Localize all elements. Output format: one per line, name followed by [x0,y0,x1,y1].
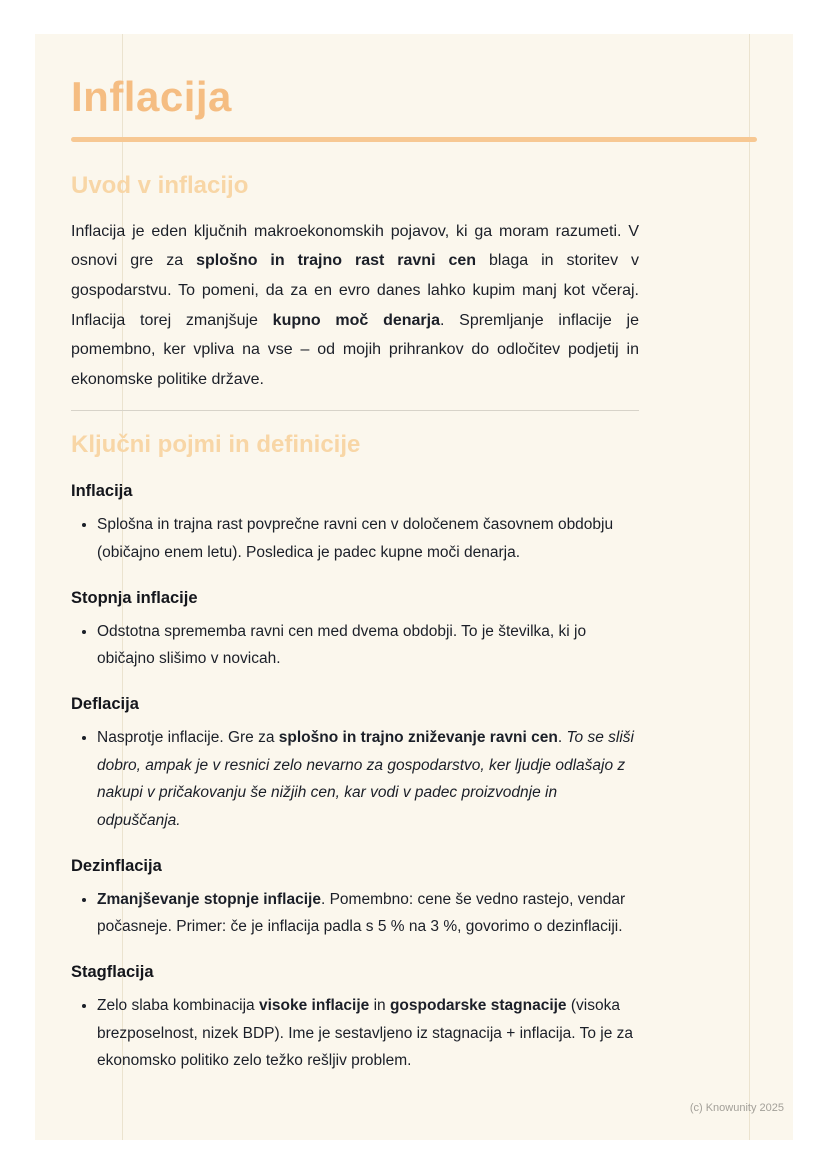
section-heading-definitions: Ključni pojmi in definicije [71,431,361,459]
definition-bullet: • Nasprotje inflacije. Gre za splošno in trajno zniževanje ravni cen. To se sliši dobro, ampak je v resnici zelo nevarno za gospodarstvo, ker ljudje odlašajo z nakupi v pričakovanju še nižjih cen, kar vodi v padec proizvodnje in odpuščanja. [97,724,643,834]
intro-paragraph: Inflacija je eden ključnih makroekonomskih pojavov, ki ga moram razumeti. V osnovi gre za splošno in trajno rast ravni cen blaga in storitev v gospodarstvu. To pomeni, da za en evro danes lahko kupim manj kot včeraj. Inflacija torej zmanjšuje kupno moč denarja. Spremljanje inflacije je pomembno, ker vpliva na vse – od mojih prihrankov do odločitev podjetij in ekonomske politike države. [71,222,640,388]
definition-term-stagflacija: Stagflacija [71,963,154,981]
definition-bullet: • Splošna in trajna rast povprečne ravni cen v določenem časovnem obdobju (običajno enem letu). Posledica je padec kupne moči denarja. [97,511,643,566]
definition-list-stopnja-inflacije [71,618,643,673]
definition-list-inflacija [71,511,643,566]
footer-credit: (c) Knowunity 2025 [689,1102,784,1114]
definition-bullet: • Zmanjševanje stopnje inflacije. Pomembno: cene še vedno rastejo, vendar počasneje. Primer: če je inflacija padla s 5 % na 3 %, govorimo o dezinflaciji. [97,886,643,941]
page-title: Inflacija [71,73,232,120]
definition-list-deflacija [71,724,643,834]
definition-list-dezinflacija [71,886,643,941]
definition-bullet: • Zelo slaba kombinacija visoke inflacije in gospodarske stagnacije (visoka brezposelnost, nizek BDP). Ime je sestavljeno iz stagnacija + inflacija. To je za ekonomsko politiko zelo težko rešljiv problem. [97,992,643,1075]
document-content [35,34,793,1075]
definition-term-dezinflacija: Dezinflacija [71,856,162,875]
definition-term-stopnja-inflacije: Stopnja inflacije [71,588,198,607]
section-divider [71,410,639,411]
definition-bullet: • Odstotna sprememba ravni cen med dvema obdobji. To je številka, ki jo običajno slišimo v novicah. [97,618,643,673]
definition-term-deflacija: Deflacija [71,695,139,713]
section-heading-intro: Uvod v inflacijo [71,172,249,199]
definition-term-inflacija: Inflacija [71,482,133,501]
definition-list-stagflacija [71,992,643,1075]
title-underline-rule [71,137,757,142]
paper-sheet [35,34,793,1140]
